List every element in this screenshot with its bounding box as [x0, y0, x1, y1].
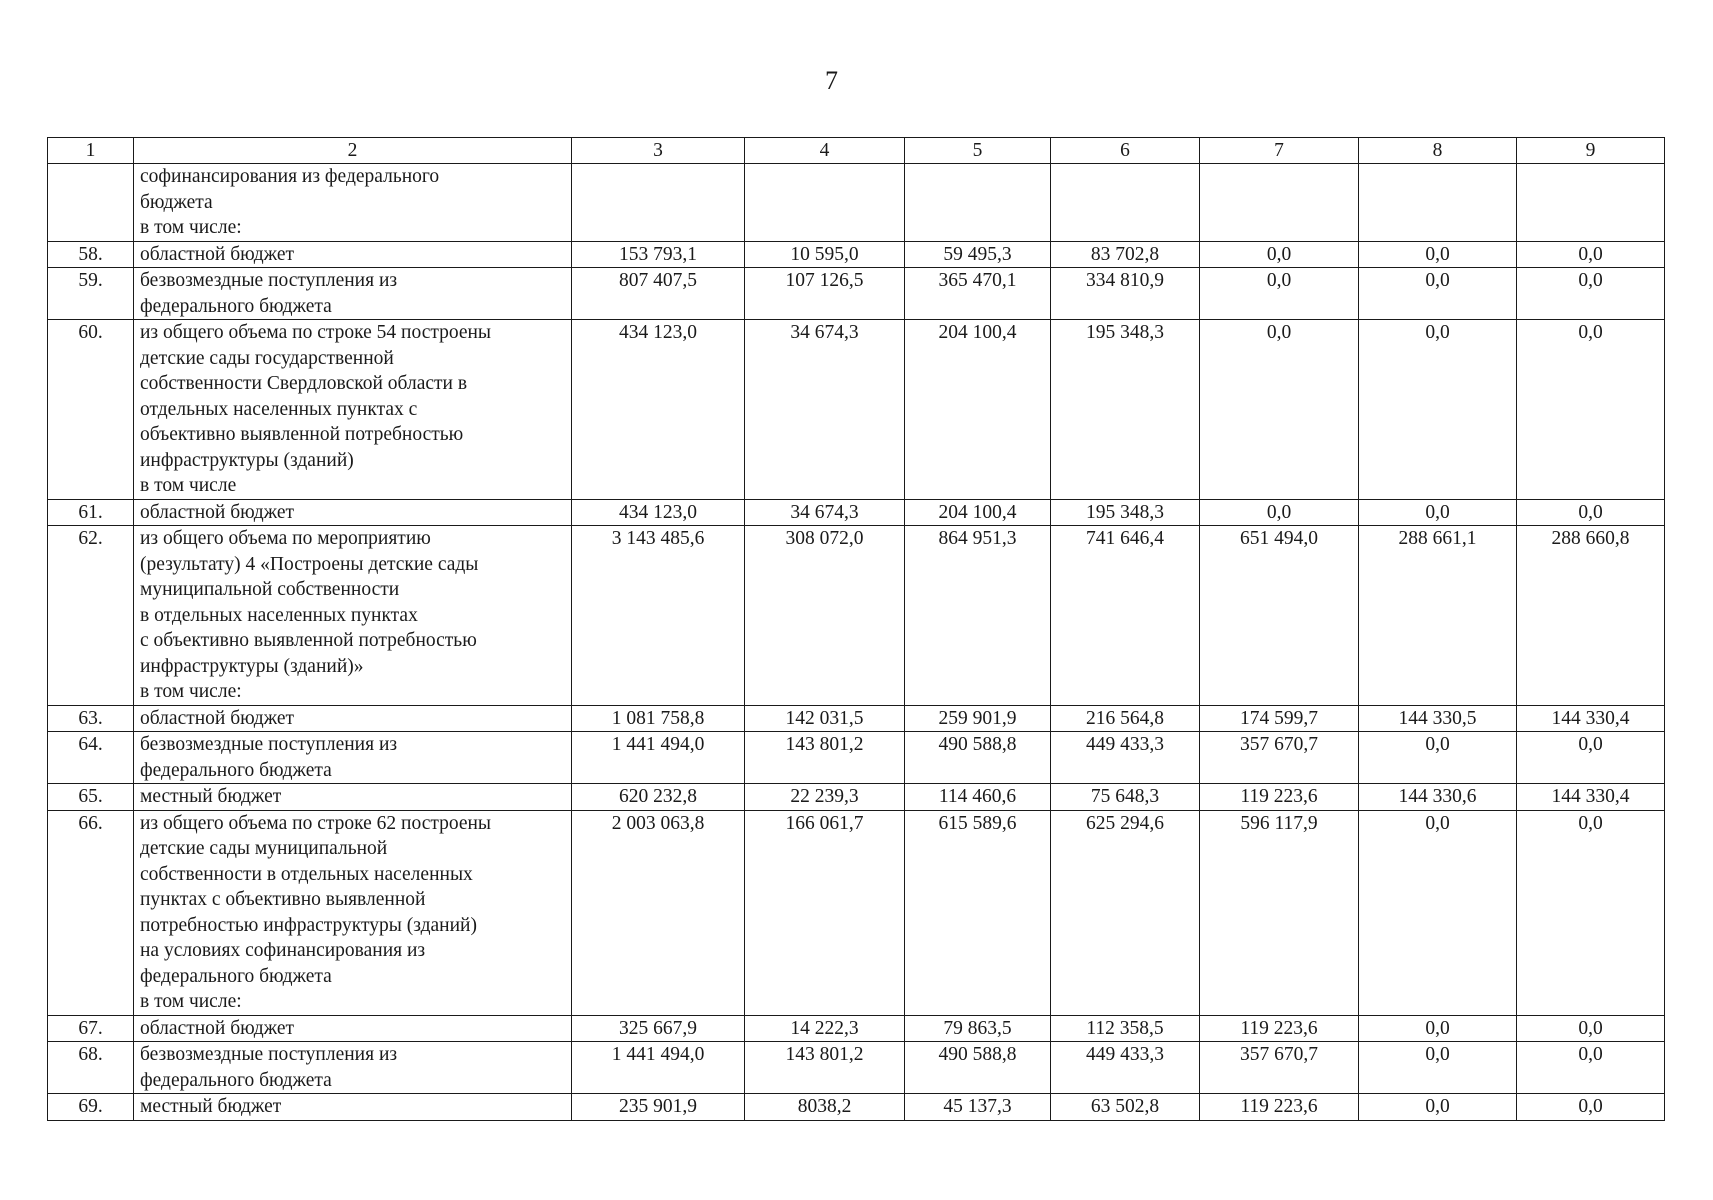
- value-cell-col-3: 153 793,1: [572, 241, 745, 268]
- value-cell-col-5: 204 100,4: [905, 499, 1051, 526]
- value-cell-col-8: 288 661,1: [1359, 526, 1517, 706]
- value-cell-col-8: 0,0: [1359, 1094, 1517, 1121]
- description-line: из общего объема по мероприятию: [140, 528, 431, 549]
- description-line: безвозмездные поступления из: [140, 734, 398, 755]
- value-cell-col-3: [572, 164, 745, 242]
- table-row: [48, 241, 1665, 268]
- value-cell-col-7: 0,0: [1200, 499, 1359, 526]
- value-cell-col-5: 114 460,6: [905, 784, 1051, 811]
- description-line: областной бюджет: [140, 501, 295, 523]
- value-cell-col-3: 235 901,9: [572, 1094, 745, 1121]
- value-cell-col-7: 357 670,7: [1200, 732, 1359, 784]
- value-cell-col-4: 14 222,3: [745, 1015, 905, 1042]
- value-cell-col-7: 596 117,9: [1200, 810, 1359, 1015]
- value-cell-col-4: 166 061,7: [745, 810, 905, 1015]
- column-header: 6: [1051, 138, 1200, 164]
- value-cell-col-7: 119 223,6: [1200, 1094, 1359, 1121]
- column-header: 3: [572, 138, 745, 164]
- value-cell-col-8: 144 330,6: [1359, 784, 1517, 811]
- table-row: [48, 268, 1665, 320]
- value-cell-col-6: [1051, 164, 1200, 242]
- value-cell-col-6: 449 433,3: [1051, 1042, 1200, 1094]
- value-cell-col-6: 195 348,3: [1051, 320, 1200, 500]
- column-header: 9: [1517, 138, 1665, 164]
- row-description: [134, 499, 572, 526]
- description-line: детские сады муниципальной: [140, 838, 388, 859]
- value-cell-col-5: 45 137,3: [905, 1094, 1051, 1121]
- description-line: федерального бюджета: [140, 1069, 332, 1091]
- description-line: федерального бюджета: [140, 759, 332, 781]
- value-cell-col-5: 59 495,3: [905, 241, 1051, 268]
- table-body: [48, 164, 1665, 1121]
- description-line: собственности Свердловской области в: [140, 373, 468, 394]
- value-cell-col-8: 0,0: [1359, 810, 1517, 1015]
- value-cell-col-7: 651 494,0: [1200, 526, 1359, 706]
- value-cell-col-5: 490 588,8: [905, 1042, 1051, 1094]
- value-cell-col-6: 216 564,8: [1051, 705, 1200, 732]
- description-line: местный бюджет: [140, 1096, 282, 1117]
- value-cell-col-3: 325 667,9: [572, 1015, 745, 1042]
- value-cell-col-6: 195 348,3: [1051, 499, 1200, 526]
- row-number: 60.: [48, 320, 134, 500]
- row-number: 66.: [48, 810, 134, 1015]
- row-description: [134, 268, 572, 320]
- value-cell-col-3: 1 081 758,8: [572, 705, 745, 732]
- value-cell-col-9: [1517, 164, 1665, 242]
- column-header: 7: [1200, 138, 1359, 164]
- value-cell-col-8: 0,0: [1359, 1042, 1517, 1094]
- description-line: (результату) 4 «Построены детские сады: [140, 553, 479, 575]
- value-cell-col-7: 0,0: [1200, 320, 1359, 500]
- value-cell-col-5: 864 951,3: [905, 526, 1051, 706]
- row-number: 63.: [48, 705, 134, 732]
- table-row: [48, 499, 1665, 526]
- value-cell-col-5: 79 863,5: [905, 1015, 1051, 1042]
- table-row: [48, 1094, 1665, 1121]
- description-line: на условиях софинансирования из: [140, 940, 426, 961]
- value-cell-col-9: 0,0: [1517, 1015, 1665, 1042]
- budget-table: [47, 137, 1665, 1121]
- value-cell-col-9: 0,0: [1517, 268, 1665, 320]
- value-cell-col-5: [905, 164, 1051, 242]
- value-cell-col-6: 625 294,6: [1051, 810, 1200, 1015]
- column-header: 4: [745, 138, 905, 164]
- table-row: [48, 320, 1665, 500]
- value-cell-col-9: 0,0: [1517, 810, 1665, 1015]
- row-description: [134, 810, 572, 1015]
- value-cell-col-4: 143 801,2: [745, 1042, 905, 1094]
- value-cell-col-3: 1 441 494,0: [572, 732, 745, 784]
- description-line: областной бюджет: [140, 1017, 295, 1039]
- description-line: местный бюджет: [140, 786, 282, 807]
- value-cell-col-9: 0,0: [1517, 1042, 1665, 1094]
- row-description: [134, 320, 572, 500]
- row-number: 58.: [48, 241, 134, 268]
- value-cell-col-6: 83 702,8: [1051, 241, 1200, 268]
- value-cell-col-6: 75 648,3: [1051, 784, 1200, 811]
- value-cell-col-5: 365 470,1: [905, 268, 1051, 320]
- value-cell-col-4: 143 801,2: [745, 732, 905, 784]
- row-number: 69.: [48, 1094, 134, 1121]
- row-description: [134, 1094, 572, 1121]
- description-line: инфраструктуры (зданий)»: [140, 655, 364, 677]
- description-line: потребностью инфраструктуры (зданий): [140, 914, 477, 936]
- value-cell-col-8: 0,0: [1359, 499, 1517, 526]
- table-row: [48, 164, 1665, 242]
- value-cell-col-3: 1 441 494,0: [572, 1042, 745, 1094]
- value-cell-col-4: 142 031,5: [745, 705, 905, 732]
- page-number: [0, 66, 1713, 96]
- column-header: 1: [48, 138, 134, 164]
- table-row: [48, 1042, 1665, 1094]
- row-description: [134, 241, 572, 268]
- value-cell-col-8: 0,0: [1359, 320, 1517, 500]
- description-line: областной бюджет: [140, 243, 295, 265]
- column-header: 2: [134, 138, 572, 164]
- value-cell-col-5: 615 589,6: [905, 810, 1051, 1015]
- description-line: отдельных населенных пунктах с: [140, 398, 418, 420]
- value-cell-col-8: [1359, 164, 1517, 242]
- value-cell-col-6: 741 646,4: [1051, 526, 1200, 706]
- description-line: из общего объема по строке 54 построены: [140, 322, 492, 343]
- value-cell-col-8: 144 330,5: [1359, 705, 1517, 732]
- value-cell-col-8: 0,0: [1359, 268, 1517, 320]
- value-cell-col-8: 0,0: [1359, 1015, 1517, 1042]
- value-cell-col-6: 63 502,8: [1051, 1094, 1200, 1121]
- value-cell-col-7: 0,0: [1200, 268, 1359, 320]
- table-row: [48, 705, 1665, 732]
- value-cell-col-6: 334 810,9: [1051, 268, 1200, 320]
- description-line: федерального бюджета: [140, 965, 332, 987]
- value-cell-col-6: 449 433,3: [1051, 732, 1200, 784]
- value-cell-col-9: 0,0: [1517, 241, 1665, 268]
- value-cell-col-7: 0,0: [1200, 241, 1359, 268]
- row-number: 61.: [48, 499, 134, 526]
- value-cell-col-3: 2 003 063,8: [572, 810, 745, 1015]
- value-cell-col-4: 34 674,3: [745, 320, 905, 500]
- row-number: 59.: [48, 268, 134, 320]
- value-cell-col-3: 620 232,8: [572, 784, 745, 811]
- row-description: [134, 1042, 572, 1094]
- column-header: 8: [1359, 138, 1517, 164]
- description-line: в отдельных населенных пунктах: [140, 604, 418, 626]
- value-cell-col-3: 807 407,5: [572, 268, 745, 320]
- table-row: [48, 732, 1665, 784]
- row-number: 62.: [48, 526, 134, 706]
- value-cell-col-3: 434 123,0: [572, 320, 745, 500]
- description-line: федерального бюджета: [140, 295, 332, 317]
- row-description: [134, 164, 572, 242]
- table-row: [48, 526, 1665, 706]
- value-cell-col-5: 259 901,9: [905, 705, 1051, 732]
- value-cell-col-3: 3 143 485,6: [572, 526, 745, 706]
- description-line: из общего объема по строке 62 построены: [140, 812, 492, 834]
- value-cell-col-9: 0,0: [1517, 320, 1665, 500]
- value-cell-col-9: 0,0: [1517, 499, 1665, 526]
- value-cell-col-7: 174 599,7: [1200, 705, 1359, 732]
- description-line: собственности в отдельных населенных: [140, 863, 473, 885]
- description-line: инфраструктуры (зданий): [140, 449, 354, 471]
- column-header: 5: [905, 138, 1051, 164]
- value-cell-col-4: [745, 164, 905, 242]
- row-number: 68.: [48, 1042, 134, 1094]
- row-description: [134, 732, 572, 784]
- description-line: в том числе:: [140, 217, 242, 238]
- value-cell-col-9: 144 330,4: [1517, 784, 1665, 811]
- row-description: [134, 1015, 572, 1042]
- description-line: объективно выявленной потребностью: [140, 424, 464, 445]
- description-line: софинансирования из федерального: [140, 166, 440, 187]
- value-cell-col-6: 112 358,5: [1051, 1015, 1200, 1042]
- row-description: [134, 784, 572, 811]
- row-description: [134, 526, 572, 706]
- row-number: 67.: [48, 1015, 134, 1042]
- table-row: [48, 1015, 1665, 1042]
- value-cell-col-4: 10 595,0: [745, 241, 905, 268]
- description-line: бюджета: [140, 191, 213, 213]
- value-cell-col-7: 119 223,6: [1200, 784, 1359, 811]
- value-cell-col-5: 490 588,8: [905, 732, 1051, 784]
- value-cell-col-4: 8038,2: [745, 1094, 905, 1121]
- value-cell-col-7: [1200, 164, 1359, 242]
- description-line: муниципальной собственности: [140, 579, 400, 600]
- value-cell-col-9: 0,0: [1517, 1094, 1665, 1121]
- value-cell-col-7: 357 670,7: [1200, 1042, 1359, 1094]
- value-cell-col-4: 107 126,5: [745, 268, 905, 320]
- description-line: с объективно выявленной потребностью: [140, 630, 477, 651]
- description-line: безвозмездные поступления из: [140, 1044, 398, 1065]
- value-cell-col-8: 0,0: [1359, 241, 1517, 268]
- value-cell-col-9: 0,0: [1517, 732, 1665, 784]
- value-cell-col-4: 34 674,3: [745, 499, 905, 526]
- page-number-text: 7: [825, 66, 838, 95]
- value-cell-col-5: 204 100,4: [905, 320, 1051, 500]
- row-number: 64.: [48, 732, 134, 784]
- header-row: [48, 138, 1665, 164]
- value-cell-col-9: 144 330,4: [1517, 705, 1665, 732]
- table-row: [48, 810, 1665, 1015]
- table-row: [48, 784, 1665, 811]
- row-number: 65.: [48, 784, 134, 811]
- value-cell-col-4: 22 239,3: [745, 784, 905, 811]
- value-cell-col-9: 288 660,8: [1517, 526, 1665, 706]
- description-line: в том числе:: [140, 991, 242, 1012]
- description-line: пунктах с объективно выявленной: [140, 889, 426, 910]
- description-line: в том числе:: [140, 681, 242, 702]
- description-line: детские сады государственной: [140, 347, 394, 369]
- row-number: [48, 164, 134, 242]
- value-cell-col-3: 434 123,0: [572, 499, 745, 526]
- value-cell-col-7: 119 223,6: [1200, 1015, 1359, 1042]
- description-line: в том числе: [140, 475, 237, 496]
- description-line: областной бюджет: [140, 707, 295, 729]
- value-cell-col-8: 0,0: [1359, 732, 1517, 784]
- row-description: [134, 705, 572, 732]
- description-line: безвозмездные поступления из: [140, 270, 398, 291]
- value-cell-col-4: 308 072,0: [745, 526, 905, 706]
